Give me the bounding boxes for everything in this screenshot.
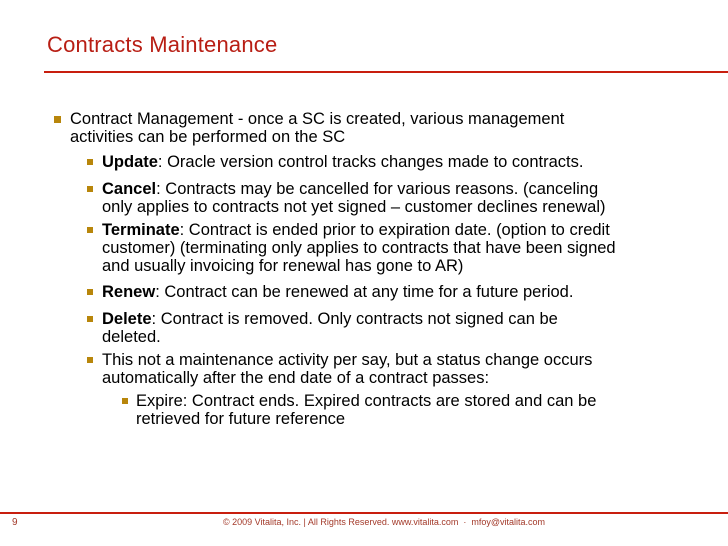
expire-text-line1: Expire: Contract ends. Expired contracts are stored and can be (136, 392, 597, 410)
bullet-text-line2: activities can be performed on the SC (70, 128, 346, 146)
delete-label: Delete (102, 310, 152, 328)
terminate-label: Terminate (102, 221, 180, 239)
expire-text-line2: retrieved for future reference (136, 410, 346, 428)
slide-title: Contracts Maintenance (47, 32, 278, 57)
status-text-line1: This not a maintenance activity per say, but a status change occurs (102, 351, 593, 369)
delete-text-line2: deleted. (102, 328, 161, 346)
cancel-text-line2: only applies to contracts not yet signed – customer declines renewal) (102, 198, 606, 216)
bullet-square-icon (87, 159, 93, 165)
renew-label: Renew (102, 283, 156, 301)
terminate-text-line2: customer) (terminating only applies to contracts that have been signed (102, 239, 616, 257)
bullet-square-icon (87, 227, 93, 233)
cancel-text-line1: : Contracts may be cancelled for various reasons. (canceling (156, 180, 599, 198)
status-text-line2: automatically after the end date of a contract passes: (102, 369, 490, 387)
title-divider (44, 71, 728, 73)
terminate-text-line3: and usually invoicing for renewal has gone to AR) (102, 257, 464, 275)
cancel-label: Cancel (102, 180, 157, 198)
bullet-square-icon (87, 186, 93, 192)
renew-text: : Contract can be renewed at any time for a future period. (155, 283, 574, 301)
page-number: 9 (12, 517, 18, 528)
terminate-text-line1: : Contract is ended prior to expiration date. (option to credit (179, 221, 610, 239)
bullet-square-icon (87, 357, 93, 363)
footer-copyright: © 2009 Vitalita, Inc. | All Rights Reserved. www.vitalita.com · mfoy@vitalita.com (222, 517, 546, 527)
update-label: Update (102, 153, 158, 171)
delete-text-line1: : Contract is removed. Only contracts not signed can be (151, 310, 558, 328)
bullet-square-icon (122, 398, 128, 404)
bullet-text-line1: Contract Management - once a SC is created, various management (70, 110, 565, 128)
bullet-square-icon (87, 316, 93, 322)
bullet-square-icon (54, 116, 61, 123)
footer-divider (0, 512, 728, 514)
bullet-square-icon (87, 289, 93, 295)
update-text: : Oracle version control tracks changes made to contracts. (157, 153, 584, 171)
